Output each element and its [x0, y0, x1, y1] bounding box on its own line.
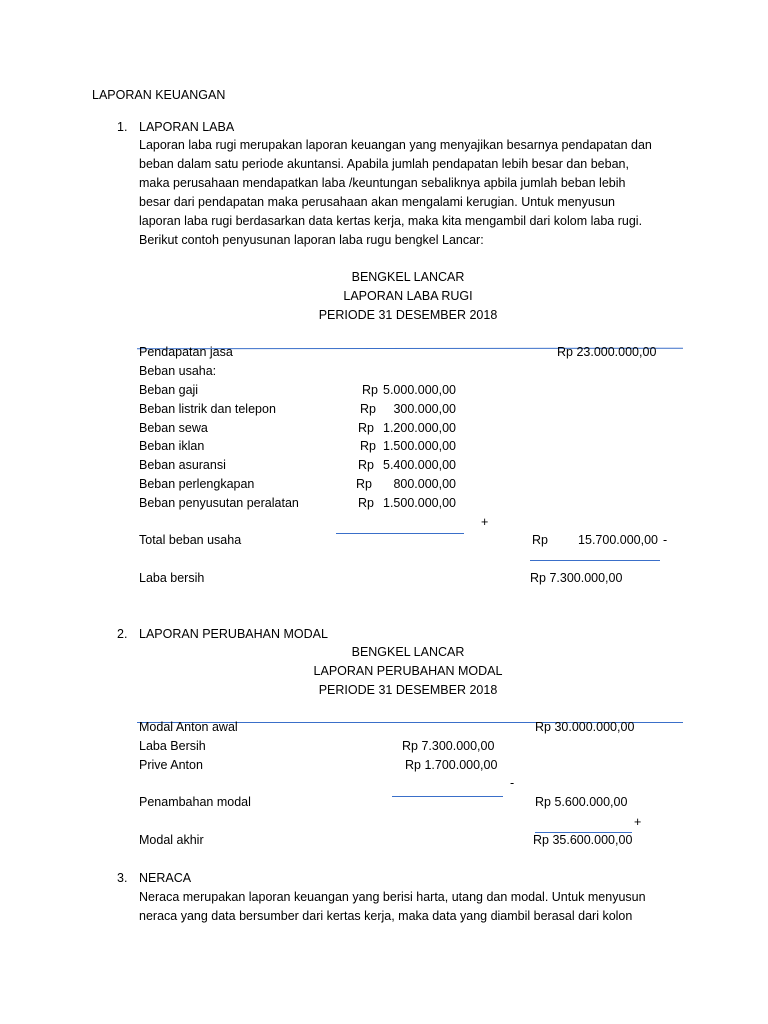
- income-statement-period: PERIODE 31 DESEMBER 2018: [318, 308, 498, 322]
- equity-statement-company: BENGKEL LANCAR: [351, 645, 465, 659]
- revenue-value: Rp 23.000.000,00: [557, 345, 657, 359]
- plus-sign: +: [481, 515, 489, 529]
- equity-row-value: Rp 35.600.000,00: [533, 833, 633, 847]
- equity-subtotal-rule: [392, 796, 503, 797]
- total-rule: [530, 560, 660, 561]
- expense-label: Beban gaji: [139, 383, 199, 397]
- expense-amount: 5.000.000,00: [383, 383, 456, 397]
- equity-row-value: Rp 7.300.000,00: [402, 739, 495, 753]
- section-1-paragraph-line: laporan laba rugi berdasarkan data kertas kerja, maka kita mengambil dari kolom laba rugi.: [139, 214, 643, 228]
- equity-row-label: Modal akhir: [139, 833, 204, 847]
- expenses-heading: Beban usaha:: [139, 364, 217, 378]
- equity-row-label: Penambahan modal: [139, 795, 251, 809]
- section-2-heading: LAPORAN PERUBAHAN MODAL: [139, 627, 328, 641]
- section-1-heading: LAPORAN LABA: [139, 120, 235, 134]
- section-3-number: 3.: [117, 871, 128, 885]
- expense-currency: Rp: [356, 477, 372, 491]
- equity-statement-title: LAPORAN PERUBAHAN MODAL: [313, 664, 503, 678]
- revenue-label: Pendapatan jasa: [139, 345, 233, 359]
- section-1-paragraph-line: Berikut contoh penyusunan laporan laba rugu bengkel Lancar:: [139, 233, 484, 247]
- expense-label: Beban penyusutan peralatan: [139, 496, 299, 510]
- expense-currency: Rp: [360, 402, 376, 416]
- section-1-paragraph-line: beban dalam satu periode akuntansi. Apabila jumlah pendapatan lebih besar dan beban,: [139, 157, 629, 171]
- expense-currency: Rp: [360, 439, 376, 453]
- expense-label: Beban perlengkapan: [139, 477, 255, 491]
- total-expenses-label: Total beban usaha: [139, 533, 242, 547]
- minus-sign: -: [510, 776, 515, 790]
- expense-amount: 1.200.000,00: [383, 421, 456, 435]
- section-3-paragraph-line: neraca yang data bersumber dari kertas kerja, maka data yang diambil berasal dari kolon: [139, 909, 633, 923]
- total-expenses-currency: Rp: [532, 533, 548, 547]
- document-title: LAPORAN KEUANGAN: [92, 88, 226, 102]
- expense-currency: Rp: [358, 458, 374, 472]
- expense-amount: 1.500.000,00: [383, 496, 456, 510]
- minus-sign: -: [663, 533, 668, 547]
- equity-row-value: Rp 30.000.000,00: [535, 720, 635, 734]
- section-1-paragraph-line: maka perusahaan mendapatkan laba /keuntungan sebaliknya apbila jumlah beban lebih: [139, 176, 626, 190]
- section-2-number: 2.: [117, 627, 128, 641]
- expense-currency: Rp: [358, 421, 374, 435]
- equity-row-label: Modal Anton awal: [139, 720, 238, 734]
- section-1-paragraph-line: Laporan laba rugi merupakan laporan keuangan yang menyajikan besarnya pendapatan dan: [139, 138, 652, 152]
- expense-amount: 5.400.000,00: [383, 458, 456, 472]
- income-statement-company: BENGKEL LANCAR: [351, 270, 465, 284]
- plus-sign: +: [634, 815, 642, 829]
- expense-currency: Rp: [358, 496, 374, 510]
- total-expenses-value: 15.700.000,00: [578, 533, 658, 547]
- section-3-paragraph-line: Neraca merupakan laporan keuangan yang berisi harta, utang dan modal. Untuk menyusun: [139, 890, 646, 904]
- subtotal-rule: [336, 533, 464, 534]
- net-income-label: Laba bersih: [139, 571, 205, 585]
- net-income-value: Rp 7.300.000,00: [530, 571, 623, 585]
- expense-label: Beban sewa: [139, 421, 208, 435]
- expense-label: Beban listrik dan telepon: [139, 402, 276, 416]
- equity-row-value: Rp 5.600.000,00: [535, 795, 628, 809]
- expense-amount: 1.500.000,00: [383, 439, 456, 453]
- expense-label: Beban asuransi: [139, 458, 226, 472]
- expense-amount: 300.000,00: [393, 402, 456, 416]
- expense-amount: 800.000,00: [393, 477, 456, 491]
- section-1-paragraph-line: besar dari pendapatan maka perusahaan akan mengalami kerugian. Untuk menyusun: [139, 195, 615, 209]
- income-statement-title: LAPORAN LABA RUGI: [343, 289, 473, 303]
- equity-statement-period: PERIODE 31 DESEMBER 2018: [318, 683, 498, 697]
- expense-currency: Rp: [362, 383, 378, 397]
- equity-row-label: Prive Anton: [139, 758, 203, 772]
- expense-label: Beban iklan: [139, 439, 205, 453]
- equity-row-label: Laba Bersih: [139, 739, 206, 753]
- section-1-number: 1.: [117, 120, 128, 134]
- equity-row-value: Rp 1.700.000,00: [405, 758, 498, 772]
- section-3-heading: NERACA: [139, 871, 192, 885]
